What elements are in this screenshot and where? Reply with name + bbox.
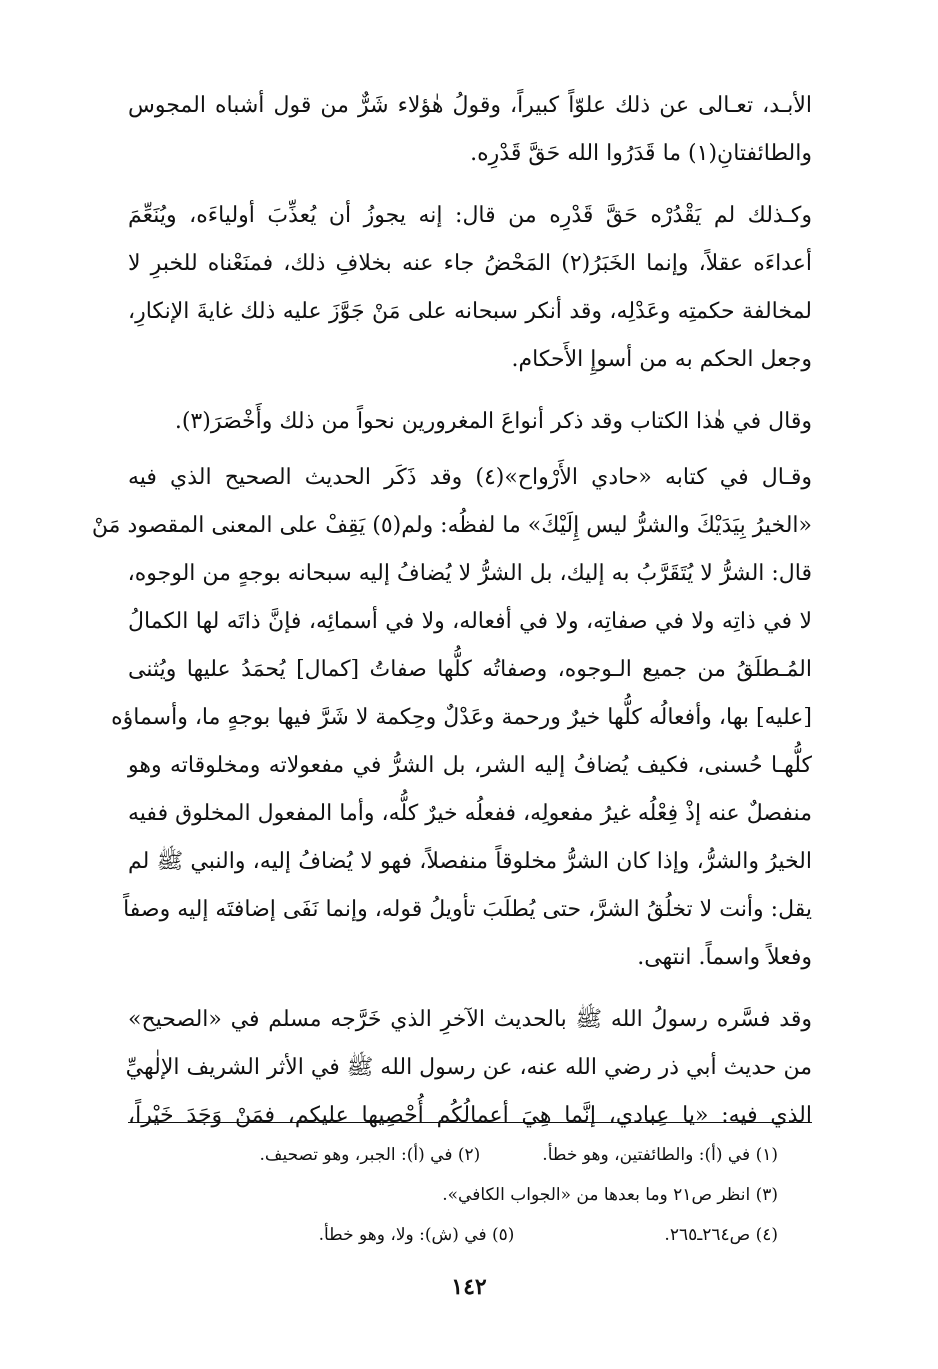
footnote-row xyxy=(158,1135,778,1175)
text-line: وفعلاً واسماً. انتهى. xyxy=(637,945,812,970)
text-line: والطائفتانِ(١) ما قَدَرُوا الله حَقَّ قَدْرِه. xyxy=(470,141,812,166)
text-line: وقال في هٰذا الكتاب وقد ذكر أنواعَ المغرورين نحواً من ذلك وأَخْصَرَ(٣). xyxy=(174,409,812,434)
text-line: وقد فسَّره رسولُ الله ﷺ بالحديث الآخرِ الذي خَرَّجه مسلم في «الصحيح» xyxy=(128,1007,812,1032)
footnote-4: (٤) ص٢٦٤ـ٢٦٥. xyxy=(664,1225,778,1245)
paragraph-2 xyxy=(128,192,812,384)
text-line: كلُّهـا حُسنى، فكيف يُضافُ إليه الشر، بل الشرُّ في مفعولاته ومخلوقاته وهو xyxy=(128,753,812,778)
footnote-row xyxy=(158,1215,778,1255)
text-line: الأبـد، تعـالى عن ذلك علوّاً كبيراً، وقولُ هٰؤلاء شَرٌّ من قول أشباه المجوس xyxy=(128,93,812,118)
text-line: لا في ذاتِه ولا في صفاتِه، ولا في أفعاله، ولا في أسمائِه، فإنَّ ذاتَه لها الكمالُ xyxy=(128,609,812,634)
footnote-5: (٥) في (ش): ولا، وهو خطأ. xyxy=(318,1225,515,1245)
paragraph-5 xyxy=(125,996,812,1140)
text-line: قال: الشرُّ لا يُتَقَرَّبُ به إليك، بل الشرُّ لا يُضافُ إليه سبحانه بوجهٍ من الوجوه، xyxy=(127,561,812,586)
paragraph-3 xyxy=(128,398,812,446)
text-line: المُـطلَقُ من جميع الـوجوه، وصفاتُه كلُّها صفاتُ [كمال] يُحمَدُ عليها ويُثنى xyxy=(128,657,812,682)
paragraph-1 xyxy=(128,82,812,178)
page-number: ١٤٢ xyxy=(451,1274,487,1300)
text-line: الذي فيه: «يا عِبادي، إنَّما هِيَ أعمالُكُم أُحْصِيها عليكم، فمَنْ وَجَدَ خَيْراً، xyxy=(128,1103,812,1128)
text-line: أعداءَه عقلاً، وإنما الخَبَرُ(٢) المَحْضُ جاء عنه بخلافِ ذلك، فمنَعْناه للخبرِ لا xyxy=(128,251,812,276)
text-line: لمخالفة حكمتِه وعَدْلِه، وقد أنكر سبحانه على مَنْ جَوَّزَ عليه ذلك غايةَ الإنكارِ، xyxy=(128,299,812,324)
footnote-divider xyxy=(128,1122,812,1123)
text-line: يقل: وأنت لا تخلُقُ الشرَّ، حتى يُطلَبَ تأويلُ قوله، وإنما نَفَى إضافتَه إليه وصفاً xyxy=(123,897,812,922)
main-text xyxy=(91,82,812,1140)
text-line: [عليه] بها، وأفعالُه كلُّها خيرٌ ورحمة وعَدْلٌ وحِكمة لا شَرَّ فيها بوجهٍ ما، وأسماؤه xyxy=(111,705,812,730)
text-line: وكـذلك لم يَقْدُرْه حَقَّ قَدْرِه من قال: إنه يجوزُ أن يُعذِّبَ أولياءَه، ويُنَعِّمَ xyxy=(128,203,812,228)
text-line: وقـال في كتابه «حادي الأَرْواح»(٤) وقد ذَكَر الحديث الصحيح الذي فيه xyxy=(128,465,812,490)
paragraph-4 xyxy=(91,454,812,982)
text-line: وجعل الحكم به من أسوإِ الأَحكام. xyxy=(511,347,812,372)
footnotes xyxy=(158,1135,778,1255)
text-line: الخيرُ والشرُّ، وإذا كان الشرُّ مخلوقاً منفصلاً، فهو لا يُضافُ إليه، والنبي ﷺ لم xyxy=(128,849,812,874)
footnote-2: (٢) في (أ): الجبر، وهو تصحيف. xyxy=(259,1145,481,1165)
text-line: من حديث أبي ذر رضي الله عنه، عن رسول الله ﷺ في الأثر الشريف الإلٰهيِّ xyxy=(125,1055,812,1080)
text-line: منفصلٌ عنه إذْ فِعْلُه غيرُ مفعولِه، ففعلُه خيرٌ كلُّه، وأما المفعول المخلوق ففيه xyxy=(128,801,812,826)
footnote-1: (١) في (أ): والطائفتين، وهو خطأ. xyxy=(542,1145,778,1165)
text-line: «الخيرُ بِيَدَيْكَ والشرُّ ليس إِلَيْكَ» ما لفظُه: ولم(٥) يَقِفْ على المعنى المقصود مَنْ xyxy=(91,513,812,538)
footnote-3: (٣) انظر ص٢١ وما بعدها من «الجواب الكافي». xyxy=(442,1185,778,1205)
